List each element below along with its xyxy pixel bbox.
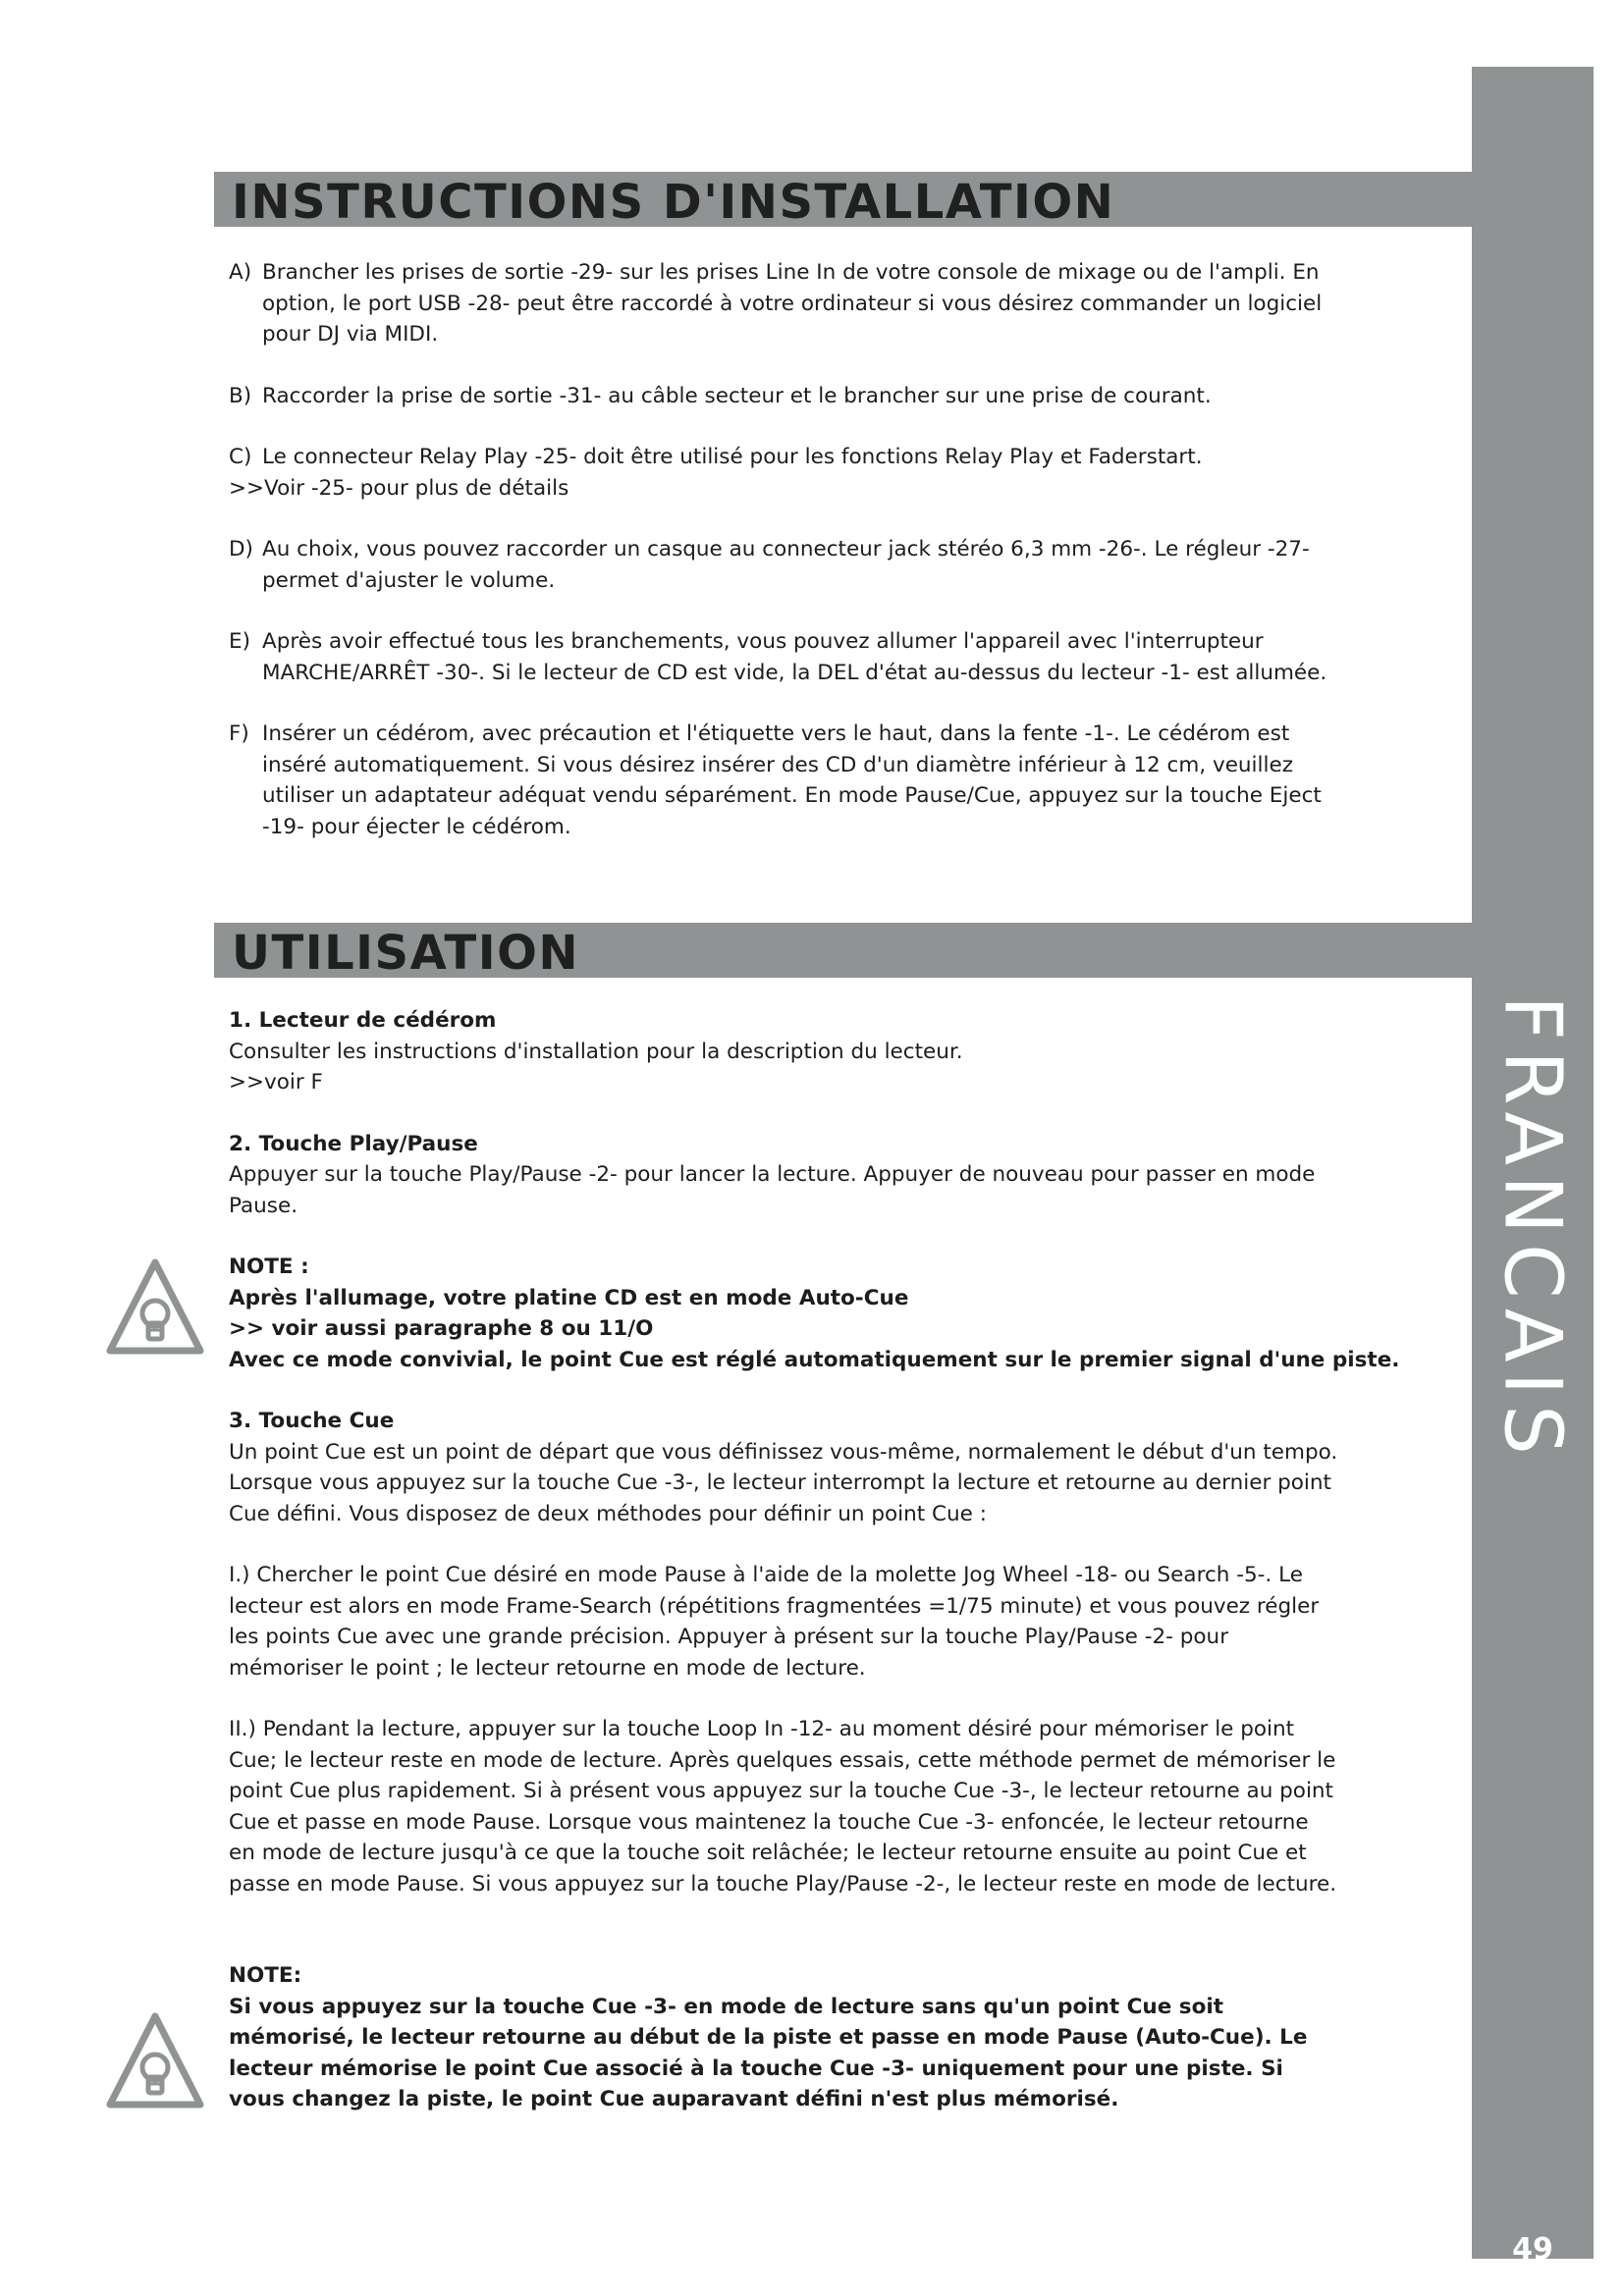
warning-lightbulb-icon <box>106 1258 204 1357</box>
list-item <box>229 442 1338 473</box>
item-label: E) <box>229 629 250 654</box>
item-text: Le connecteur Relay Play -25- doit être utilisé pour les fonctions Relay Play et Faderstart. <box>262 445 1203 469</box>
note-box <box>229 1252 1400 1375</box>
list-item <box>229 257 1338 350</box>
paragraph: I.) Chercher le point Cue désiré en mode Pause à l'aide de la molette Jog Wheel -18- ou Search -5-. Le lecteur est alors en mode Frame-Search (répétitions fragmentées =1/75 minute) et vous pouvez régler les points Cue avec une grande précision. Appuyer à présent sur la touche Play/Pause -2- pour mémoriser le point ; le lecteur retourne en mode de lecture. <box>229 1563 1320 1681</box>
subsection-heading: 2. Touche Play/Pause <box>229 1131 478 1156</box>
subsection-heading: 1. Lecteur de cédérom <box>229 1008 497 1033</box>
item-label: A) <box>229 260 252 285</box>
paragraph: II.) Pendant la lecture, appuyer sur la touche Loop In -12- au moment désiré pour mémoriser le point Cue; le lecteur reste en mode de lecture. Après quelques essais, cette méthode permet de mémoriser le point Cue plus rapidement. Si à présent vous appuyez sur la touche Cue -3-, le lecteur retourne au point Cue et passe en mode Pause. Lorsque vous maintenez la touche Cue -3- enfoncée, le lecteur retourne en mode de lecture jusqu'à ce que la touche soit relâchée; le lecteur retourne ensuite au point Cue et passe en mode Pause. Si vous appuyez sur la touche Play/Pause -2-, le lecteur reste en mode de lecture. <box>229 1717 1337 1896</box>
language-side-tab <box>1472 67 1594 2267</box>
item-text: Insérer un cédérom, avec précaution et l'étiquette vers le haut, dans la fente -1-. Le cédérom est inséré automatiquement. Si vous désirez insérer des CD d'un diamètre inférieur à 12 cm, veuillez utiliser un adaptateur adéquat vendu séparément. En mode Pause/Cue, appuyez sur la touche Eject -19- pour éjecter le cédérom. <box>262 721 1322 839</box>
warning-lightbulb-icon <box>106 2012 204 2110</box>
section-header-utilisation <box>214 923 1472 981</box>
list-item <box>229 719 1338 842</box>
list-item <box>229 534 1338 596</box>
note-line: Avec ce mode convivial, le point Cue est réglé automatiquement sur le premier signal d'une piste. <box>229 1347 1400 1372</box>
item-reference: >>Voir -25- pour plus de détails <box>229 475 569 501</box>
installation-instructions <box>229 257 1338 842</box>
note-title: NOTE : <box>229 1255 309 1279</box>
page-number: 49 <box>1512 2232 1553 2267</box>
section-header-installation <box>214 172 1472 230</box>
item-label: B) <box>229 383 252 408</box>
language-label: FRANCAIS <box>1487 995 1579 1465</box>
note-text: Si vous appuyez sur la touche Cue -3- en mode de lecture sans qu'un point Cue soit mémorisé, le lecteur retourne au début de la piste et passe en mode Pause (Auto-Cue). Le lecteur mémorise le point Cue associé à la touche Cue -3- uniquement pour une piste. Si vous changez la piste, le point Cue auparavant défini n'est plus mémorisé. <box>229 1994 1308 2111</box>
list-item <box>229 626 1338 688</box>
reference-text: >>voir F <box>229 1070 323 1095</box>
item-text: Brancher les prises de sortie -29- sur les prises Line In de votre console de mixage ou de l'ampli. En option, le port USB -28- peut être raccordé à votre ordinateur si vous désirez commander un logiciel pour DJ via MIDI. <box>262 260 1323 347</box>
note-box <box>229 1960 1338 2115</box>
language-label-wrap <box>1472 995 1594 1465</box>
subsection-heading: 3. Touche Cue <box>229 1409 395 1433</box>
utilisation-content <box>229 1005 1400 2115</box>
paragraph: Un point Cue est un point de départ que vous définissez vous-même, normalement le début d'un tempo. Lorsque vous appuyez sur la touche Cue -3-, le lecteur interrompt la lecture et retourne au dernier point Cue défini. Vous disposez de deux méthodes pour définir un point Cue : <box>229 1439 1338 1526</box>
item-text: Après avoir effectué tous les branchements, vous pouvez allumer l'appareil avec l'interrupteur MARCHE/ARRÊT -30-. Si le lecteur de CD est vide, la DEL d'état au-dessus du lecteur -1- est allumée. <box>262 629 1327 685</box>
section-title: UTILISATION <box>232 926 580 981</box>
section-title: INSTRUCTIONS D'INSTALLATION <box>232 175 1115 230</box>
item-label: D) <box>229 537 253 561</box>
list-item <box>229 381 1338 412</box>
note-line: >> voir aussi paragraphe 8 ou 11/O <box>229 1316 654 1341</box>
item-label: F) <box>229 721 249 746</box>
paragraph: Consulter les instructions d'installation pour la description du lecteur. <box>229 1039 963 1064</box>
note-line: Après l'allumage, votre platine CD est en mode Auto-Cue <box>229 1285 909 1310</box>
note-title: NOTE: <box>229 1963 302 1988</box>
item-label: C) <box>229 445 252 469</box>
paragraph: Appuyer sur la touche Play/Pause -2- pour lancer la lecture. Appuyer de nouveau pour passer en mode Pause. <box>229 1162 1316 1218</box>
item-text: Au choix, vous pouvez raccorder un casque au connecteur jack stéréo 6,3 mm -26-. Le régleur -27- permet d'ajuster le volume. <box>262 537 1310 593</box>
item-text: Raccorder la prise de sortie -31- au câble secteur et le brancher sur une prise de courant. <box>262 383 1212 408</box>
